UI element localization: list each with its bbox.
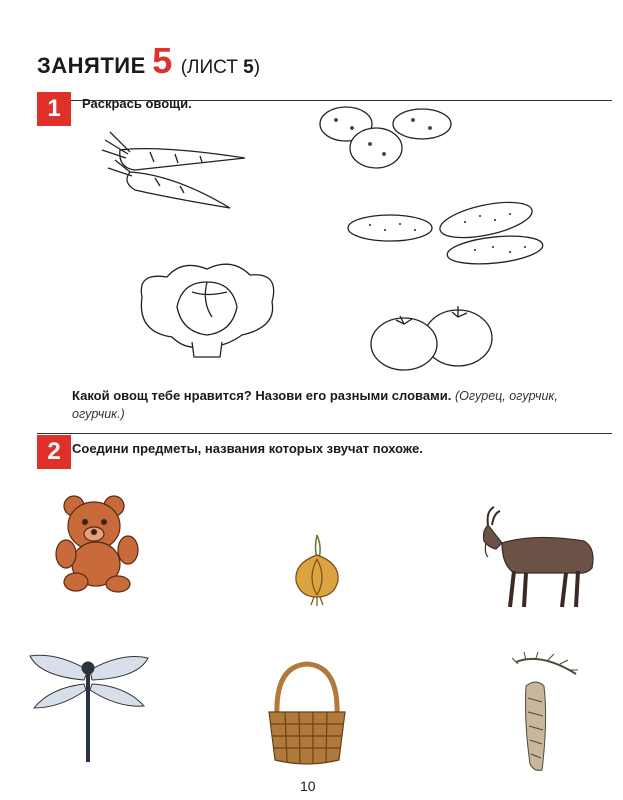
onion-icon (292, 533, 342, 608)
section-divider (37, 433, 612, 434)
task1-badge: 1 (37, 92, 71, 126)
task2-instruction: Соедини предметы, названия которых звучат похоже. (72, 441, 423, 456)
cucumber-icon (345, 192, 555, 272)
basket-icon (265, 660, 350, 768)
sheet-label: (ЛИСТ 5) (180, 57, 261, 78)
carrot-icon (100, 130, 250, 210)
task1-instruction: Раскрась овощи. (82, 96, 192, 111)
goat-icon (474, 503, 604, 613)
spruce-branch-icon (496, 652, 581, 774)
lesson-number: 5 (152, 40, 173, 81)
page-number: 10 (300, 778, 316, 794)
cabbage-icon (132, 257, 282, 362)
lesson-word: ЗАНЯТИЕ (37, 53, 146, 78)
lesson-title (37, 40, 260, 82)
potato-icon (318, 102, 453, 172)
task1-question: Какой овощ тебе нравится? Назови его разными словами. (Огурец, огурчик, огурчик.) (72, 388, 558, 421)
task2-badge: 2 (37, 435, 71, 469)
tomato-icon (368, 302, 498, 372)
teddy-bear-icon (52, 492, 142, 592)
dragonfly-icon (26, 650, 151, 765)
